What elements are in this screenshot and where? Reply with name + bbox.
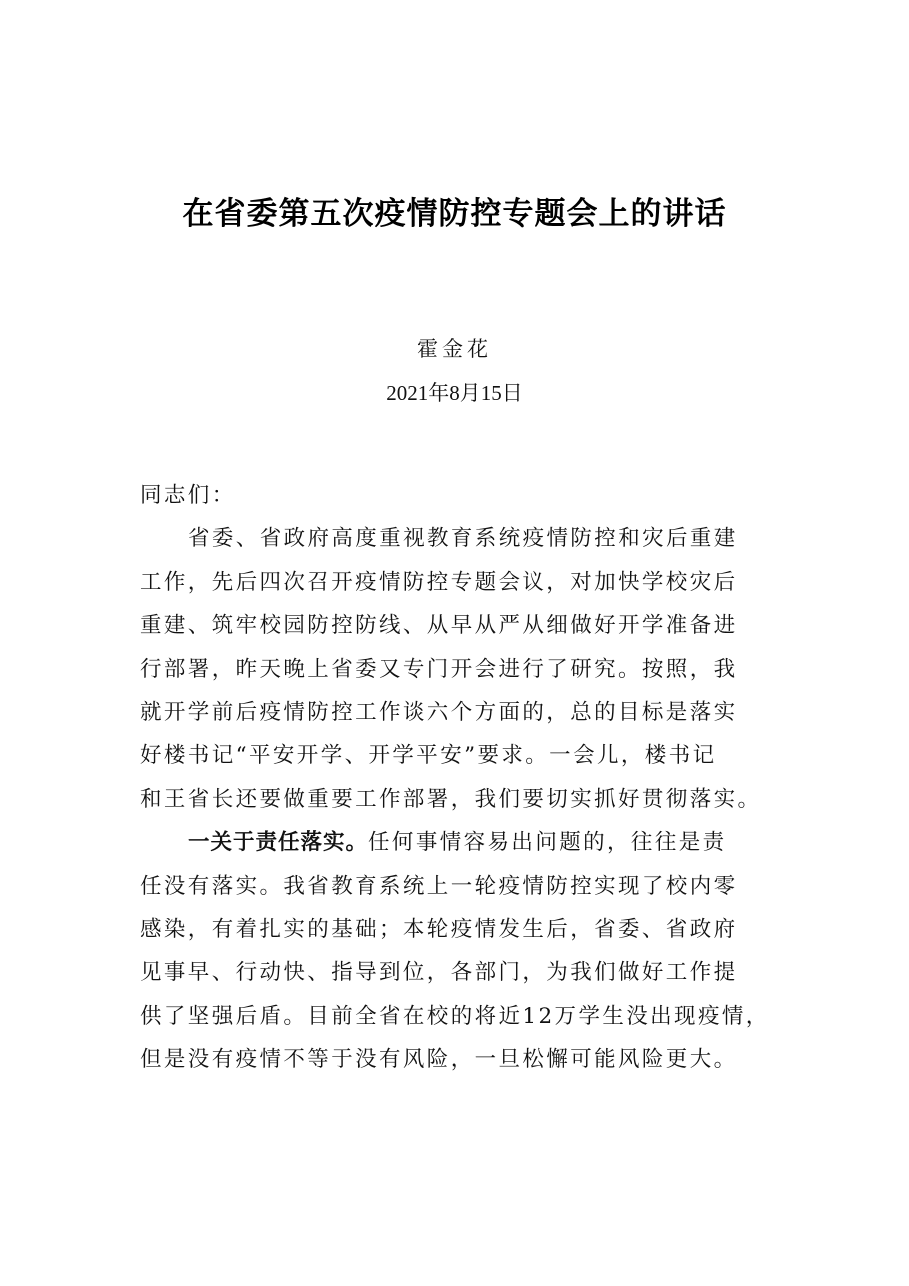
document-body xyxy=(140,474,780,1081)
paragraph-line: 见事早、行动快、指导到位，各部门，为我们做好工作提 xyxy=(140,960,738,986)
paragraph-line: 和王省长还要做重要工作部署，我们要切实抓好贯彻落实。 xyxy=(140,786,762,812)
paragraph-line: 任没有落实。我省教育系统上一轮疫情防控实现了校内零 xyxy=(140,873,738,899)
document-title: 在省委第五次疫情防控专题会上的讲话 xyxy=(182,196,727,232)
paragraph-line: 就开学前后疫情防控工作谈六个方面的，总的目标是落实 xyxy=(140,699,738,725)
paragraph-line: 行部署，昨天晚上省委又专门开会进行了研究。按照，我 xyxy=(140,656,738,682)
section-first-line xyxy=(140,821,780,864)
section-first-line-text: 任何事情容易出问题的，往往是责 xyxy=(368,830,727,856)
paragraph-line: 省委、省政府高度重视教育系统疫情防控和灾后重建 xyxy=(188,526,738,552)
paragraph-line: 重建、筑牢校园防控防线、从早从严从细做好开学准备进 xyxy=(140,613,738,639)
paragraph-line: 供了坚强后盾。目前全省在校的将近12万学生没出现疫情， xyxy=(140,1003,770,1029)
paragraph-line: 好楼书记“平安开学、开学平安”要求。一会儿，楼书记 xyxy=(140,743,717,769)
paragraph-line: 工作，先后四次召开疫情防控专题会议，对加快学校灾后 xyxy=(140,569,738,595)
paragraph-line: 感染，有着扎实的基础；本轮疫情发生后，省委、省政府 xyxy=(140,916,738,942)
section-heading: 一关于责任落实。 xyxy=(188,830,369,856)
salutation: 同志们： xyxy=(140,483,236,508)
paragraph-line: 但是没有疫情不等于没有风险，一旦松懈可能风险更大。 xyxy=(140,1047,738,1073)
author-name: 霍金花 xyxy=(417,337,492,361)
speech-date: 2021年8月15日 xyxy=(386,381,523,405)
